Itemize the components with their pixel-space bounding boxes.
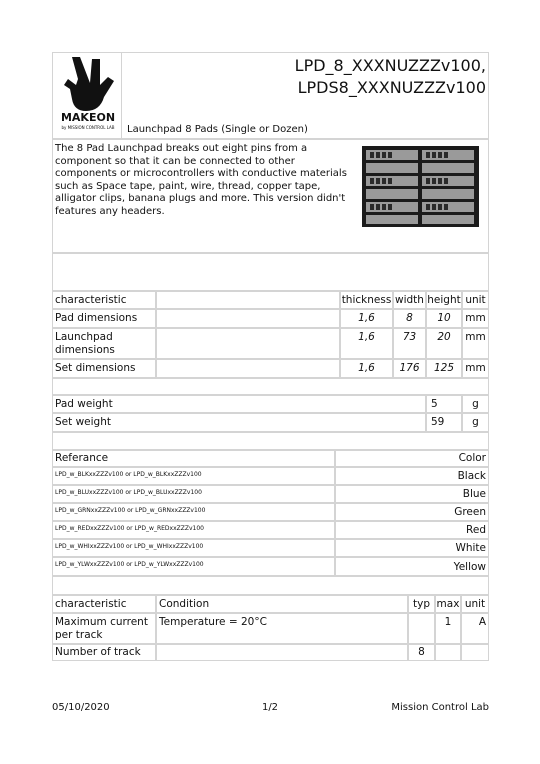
color-header: Color [458,452,486,464]
dim-row-width: 8 [406,312,413,324]
reference-color: White [455,542,486,554]
weight-row-name: Set weight [55,416,111,428]
spacer-box [52,378,489,395]
hand-logo-icon [60,55,116,115]
elec-header-condition: Condition [159,598,210,610]
spacer-box [52,253,489,291]
reference-color: Black [457,470,486,482]
footer-date: 05/10/2020 [52,702,110,713]
reference-code: LPD_w_BLUxxZZZv100 or LPD_w_BLUxxZZZv100 [55,489,202,496]
weight-row-unit: g [472,416,479,428]
dim-row-name: Launchpad dimensions [55,331,115,356]
dim-row-thickness: 1,6 [358,331,375,343]
elec-header-unit: unit [464,598,486,610]
elec-row-unit: A [478,616,486,628]
footer-page-number: 1/2 [261,702,279,713]
elec-header-characteristic: characteristic [55,598,127,610]
elec-row-name: Maximum current per track [55,616,148,641]
launchpad-board-image [362,146,479,227]
elec-row-name: Number of track [55,646,141,658]
product-photo [362,146,479,227]
reference-code: LPD_w_YLWxxZZZv100 or LPD_w_YLWxxZZZv100 [55,561,204,568]
reference-color: Blue [462,488,486,500]
dim-row-height: 20 [437,331,451,343]
reference-code: LPD_w_BLKxxZZZv100 or LPD_w_BLKxxZZZv100 [55,471,202,478]
footer-company: Mission Control Lab [391,702,489,713]
logo-box [52,52,122,139]
spacer-box [52,576,489,595]
product-description: The 8 Pad Launchpad breaks out eight pins from a component so that it can be connected to other components or microcontrollers with conductive materials such as Space tape, paint, wire, thread, copper tape, alligator clips, banana plugs and more. This version didn't features any headers. [55,143,347,217]
dim-row-width: 73 [402,331,417,343]
reference-color: Green [454,506,486,518]
dim-row-thickness: 1,6 [358,312,375,324]
dim-header-width: width [395,294,424,306]
dim-row-name: Set dimensions [55,362,136,374]
weight-row-unit: g [472,398,479,410]
weight-row-name: Pad weight [55,398,113,410]
reference-header: Referance [55,452,109,464]
dim-row-unit: mm [465,312,486,324]
reference-code: LPD_w_GRNxxZZZv100 or LPD_w_GRNxxZZZv100 [55,507,206,514]
dim-row-height: 125 [433,362,455,374]
reference-color: Red [466,524,486,536]
elec-header-max: max [436,598,460,610]
elec-row-condition: Temperature = 20°C [159,616,267,628]
reference-code: LPD_w_WHIxxZZZv100 or LPD_w_WHIxxZZZv100 [55,543,204,550]
dim-row-thickness: 1,6 [358,362,375,374]
dim-row-height: 10 [437,312,451,324]
spacer-box [52,432,489,450]
dim-row-unit: mm [465,362,486,374]
logo-subtext: by MISSION CONTROL LAB [61,125,115,130]
product-subtitle: Launchpad 8 Pads (Single or Dozen) [127,124,308,135]
elec-header-typ: typ [413,598,430,610]
weight-row-value: 59 [431,416,445,428]
dim-row-name: Pad dimensions [55,312,138,324]
elec-row-typ: 8 [418,646,425,658]
part-number-line1: LPD_8_XXXNUZZZv100, [294,56,486,75]
part-number-line2: LPDS8_XXXNUZZZv100 [297,78,486,97]
dim-row-width: 176 [399,362,420,374]
logo-text: MAKEON [60,111,116,124]
dim-header-height: height [427,294,461,306]
weight-row-value: 5 [431,398,438,410]
reference-color: Yellow [453,561,486,573]
dim-header-characteristic: characteristic [55,294,127,306]
dim-header-unit: unit [465,294,486,306]
dim-row-unit: mm [465,331,486,343]
dim-header-thickness: thickness [341,294,392,306]
reference-code: LPD_w_REDxxZZZv100 or LPD_w_REDxxZZZv100 [55,525,204,532]
elec-row-max: 1 [444,616,452,628]
